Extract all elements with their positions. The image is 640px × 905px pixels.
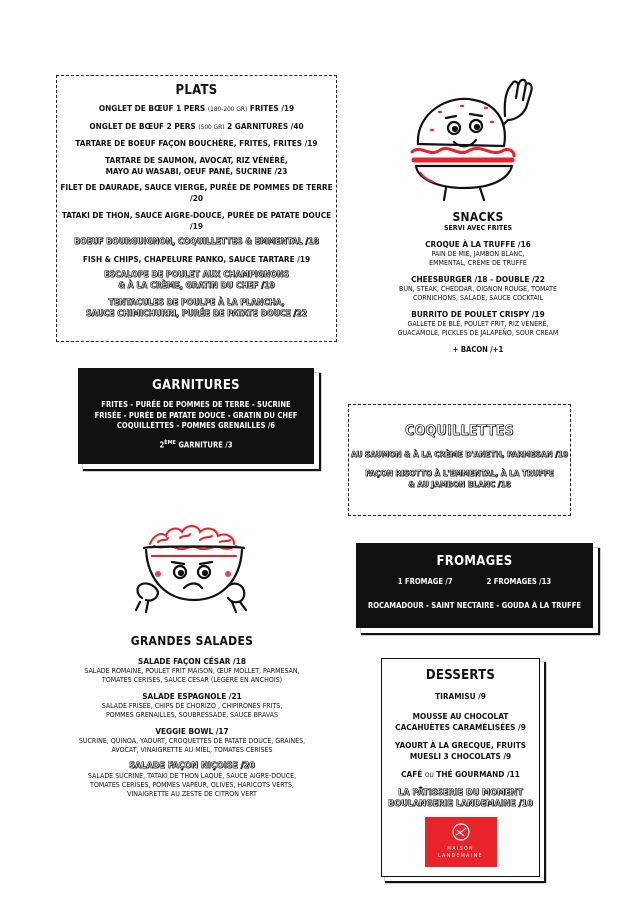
burger-mascot-icon — [400, 72, 540, 204]
coquillettes-title: COQUILLETTES — [404, 423, 514, 439]
logo-line-2: LANDEMAINE — [438, 853, 483, 859]
snacks-title: SNACKS — [452, 210, 504, 224]
plats-item — [57, 121, 336, 133]
snack-desc: GUACAMOLE, PICKLES DE JALAPEÑO, SOUR CREAM — [397, 329, 559, 337]
salades-title: GRANDES SALADES — [130, 634, 254, 648]
plats-item-text: SAUCE CHIMICHURRI, PURÉE DE PATATE DOUCE /22 — [85, 308, 308, 319]
plats-item-text: MAYO AU WASABI, OEUF PANÉ, SUCRINE /23 — [105, 165, 288, 176]
second-garniture-sup: ÈME — [164, 439, 176, 446]
plats-list — [57, 103, 336, 320]
plats-item — [57, 138, 336, 149]
second-garniture-rest: GARNITURE /3 — [178, 440, 233, 450]
plats-item — [57, 210, 336, 232]
salade-desc: SALADE SUCRINE, TATAKI DE THON LAQUÉ, SAUCE AIGRE-DOUCE, — [87, 772, 297, 780]
plats-item-text: TENTACULES DE POULPE À LA PLANCHA, — [108, 297, 285, 308]
plats-item — [57, 166, 336, 177]
garnitures-line: FRITES - PURÉE DE POMMES DE TERRE - SUCRINE — [101, 400, 291, 409]
plats-item-text: BOEUF BOURGUIGNON, COQUILLETTES & EMMENTAL /18 — [74, 237, 319, 247]
plats-item-note: (500 GR) — [198, 122, 225, 131]
desserts-section — [381, 658, 540, 877]
salade-desc: AVOCAT, VINAIGRETTE AU MIEL, TOMATES CERISES — [111, 746, 273, 754]
plats-item — [57, 270, 336, 281]
salade-name: SALADE ESPAGNOLE /21 — [142, 691, 242, 701]
plats-item-text: FISH & CHIPS, CHAPELURE PANKO, SAUCE TARTARE /19 — [82, 253, 311, 264]
logo-line-1: MAISON — [446, 846, 475, 852]
maison-landemaine-logo — [425, 817, 497, 867]
garnitures-section — [78, 368, 314, 464]
dessert-line: MOUSSE AU CHOCOLAT — [412, 711, 509, 721]
salade-item — [66, 656, 318, 685]
cafe-ou: OU — [424, 771, 434, 779]
snacks-extra: + BACON /+1 — [452, 345, 504, 354]
plats-item — [57, 298, 336, 309]
dessert-line: YAOURT À LA GRECQUE, FRUITS — [394, 740, 527, 750]
snack-name: CROQUE À LA TRUFFE /16 — [425, 239, 531, 249]
salade-desc: VINAIGRETTE AU ZESTE DE CITRON VERT — [127, 790, 257, 798]
dessert-item — [382, 788, 539, 810]
salade-item — [66, 726, 318, 755]
plats-item — [57, 281, 336, 292]
plats-item — [57, 155, 336, 166]
plats-item — [57, 182, 336, 204]
garnitures-line: FRISÉE - PURÉE DE PATATE DOUCE - GRATIN DU CHEF — [94, 410, 298, 420]
cafe-the-label: THÉ GOURMAND /11 — [436, 769, 520, 779]
second-garniture-num: 2 — [159, 440, 165, 450]
salade-desc: SALADE ROMAINE, POULET FRIT MAISON, ŒUF MOLLET, PARMESAN, — [84, 667, 300, 675]
salade-desc: TOMATES CERISES, SAUCE CÉSAR (LÉGÈRE EN ANCHOIS) — [101, 676, 283, 684]
snacks-list — [386, 239, 570, 338]
coquillettes-section — [348, 404, 571, 516]
desserts-title: DESSERTS — [425, 668, 496, 683]
salade-desc: POMMES GRENAILLES, SOUBRESSADE, SAUCE BRAVAS — [105, 711, 279, 719]
second-garniture — [78, 438, 314, 451]
plats-item-note: (180-200 GR) — [207, 105, 248, 113]
snack-item — [386, 309, 570, 338]
salade-item — [66, 761, 318, 799]
dessert-item — [382, 711, 539, 733]
snack-name: CHEESBURGER /18 - DOUBLE /22 — [411, 274, 545, 284]
dessert-item: TIRAMISU /9 — [435, 691, 486, 701]
plats-item-text: FILET DE DAURADE, SAUCE VIERGE, PURÉE DE POMMES DE TERRE /20 — [60, 182, 333, 203]
snack-item — [386, 274, 570, 303]
plats-item-text: ESCALOPE DE POULET AUX CHAMPIGNONS — [104, 270, 289, 280]
fromages-option-1: 1 FROMAGE /7 — [397, 577, 453, 586]
dessert-line: LA PÂTISSERIE DU MOMENT — [398, 788, 523, 798]
plats-item-tail: FRITES /19 — [249, 103, 295, 113]
cafe-label: CAFÉ — [401, 769, 423, 779]
landemaine-emblem-icon — [451, 822, 471, 842]
garnitures-title: GARNITURES — [152, 378, 240, 393]
dessert-cafe-gourmand — [382, 769, 539, 781]
plats-item-text: TATAKI DE THON, SAUCE AIGRE-DOUCE, PURÉE DE PATATE DOUCE /19 — [61, 209, 332, 231]
plats-item — [57, 254, 336, 265]
plats-item — [57, 309, 336, 320]
salade-name: VEGGIE BOWL /17 — [155, 726, 229, 736]
fromages-option-2: 2 FROMAGES /13 — [486, 577, 552, 586]
plats-item-text: TARTARE DE BOEUF FAÇON BOUCHÈRE, FRITES, FRITES /19 — [75, 138, 318, 148]
plats-title: PLATS — [175, 83, 218, 98]
plats-item-text: ONGLET DE BŒUF 1 PERS — [98, 103, 206, 113]
salad-bowl-mascot-icon — [128, 516, 264, 616]
salade-desc: SUCRINE, QUINOA, YAOURT, CROQUETTES DE PATATE DOUCE, GRAINES, — [78, 737, 306, 745]
snack-desc: CORNICHONS, SALADE, SAUCE COCKTAIL — [412, 294, 544, 302]
salade-desc: SALADE FRISÉE, CHIPS DE CHORIZO , CHIPIRONES FRITS, — [101, 702, 283, 710]
salades-section — [66, 634, 318, 834]
salade-name: SALADE FAÇON NIÇOISE /20 — [129, 761, 255, 771]
salades-list — [66, 656, 318, 799]
snacks-section — [386, 210, 570, 380]
fromages-title: FROMAGES — [436, 554, 513, 569]
snack-desc: PAIN DE MIE, JAMBON BLANC, — [431, 250, 525, 258]
snack-desc: GALLETE DE BLÉ, POULET FRIT, RIZ VÉNÉRÉ, — [407, 320, 549, 328]
fromages-section — [356, 543, 593, 628]
snack-desc: EMMENTAL, CRÈME DE TRUFFE — [429, 259, 527, 267]
dessert-line: MUESLI 3 CHOCOLATS /9 — [409, 751, 512, 761]
fromages-list: ROCAMADOUR - SAINT NECTAIRE - GOUDA À LA TRUFFE — [367, 601, 582, 610]
fromages-options — [356, 576, 593, 587]
plats-item-text: TARTARE DE SAUMON, AVOCAT, RIZ VÉNÉRÉ, — [105, 154, 288, 165]
snack-desc: BUN, STEAK, CHEDDAR, OIGNON ROUGE, TOMATE — [399, 285, 557, 293]
plats-item — [57, 237, 336, 248]
snacks-subtitle: SERVI AVEC FRITES — [443, 224, 513, 232]
snack-item — [386, 239, 570, 268]
dessert-line: BOULANGERIE LANDEMAINE /10 — [388, 799, 533, 809]
plats-item — [57, 103, 336, 115]
garnitures-line: COQUILLETTES - POMMES GRENAILLES /6 — [116, 421, 276, 430]
coquillettes-line: FAÇON RISOTTO À L'EMMENTAL, À LA TRUFFE — [365, 468, 554, 478]
dessert-item — [382, 740, 539, 762]
salade-desc: TOMATES CERISES, POMMES VAPEUR, OLIVES, HARICOTS VERTS, — [89, 781, 294, 789]
plats-section — [56, 75, 337, 342]
salade-item — [66, 691, 318, 720]
coquillettes-line: & AU JAMBON BLANC /18 — [408, 479, 511, 489]
coquillettes-line: AU SAUMON & À LA CRÈME D'ANETH, PARMESAN /19 — [350, 449, 569, 459]
plats-item-tail: 2 GARNITURES /40 — [227, 120, 304, 131]
salade-name: SALADE FAÇON CÉSAR /18 — [138, 656, 246, 666]
snack-name: BURRITO DE POULET CRISPY /19 — [411, 309, 545, 319]
dessert-line: CACAHUÈTES CARAMÉLISÉES /9 — [395, 722, 526, 732]
plats-item-text: ONGLET DE BŒUF 2 PERS — [89, 120, 196, 131]
plats-item-text: & À LA CRÈME, GRATIN DU CHEF /19 — [118, 281, 275, 291]
